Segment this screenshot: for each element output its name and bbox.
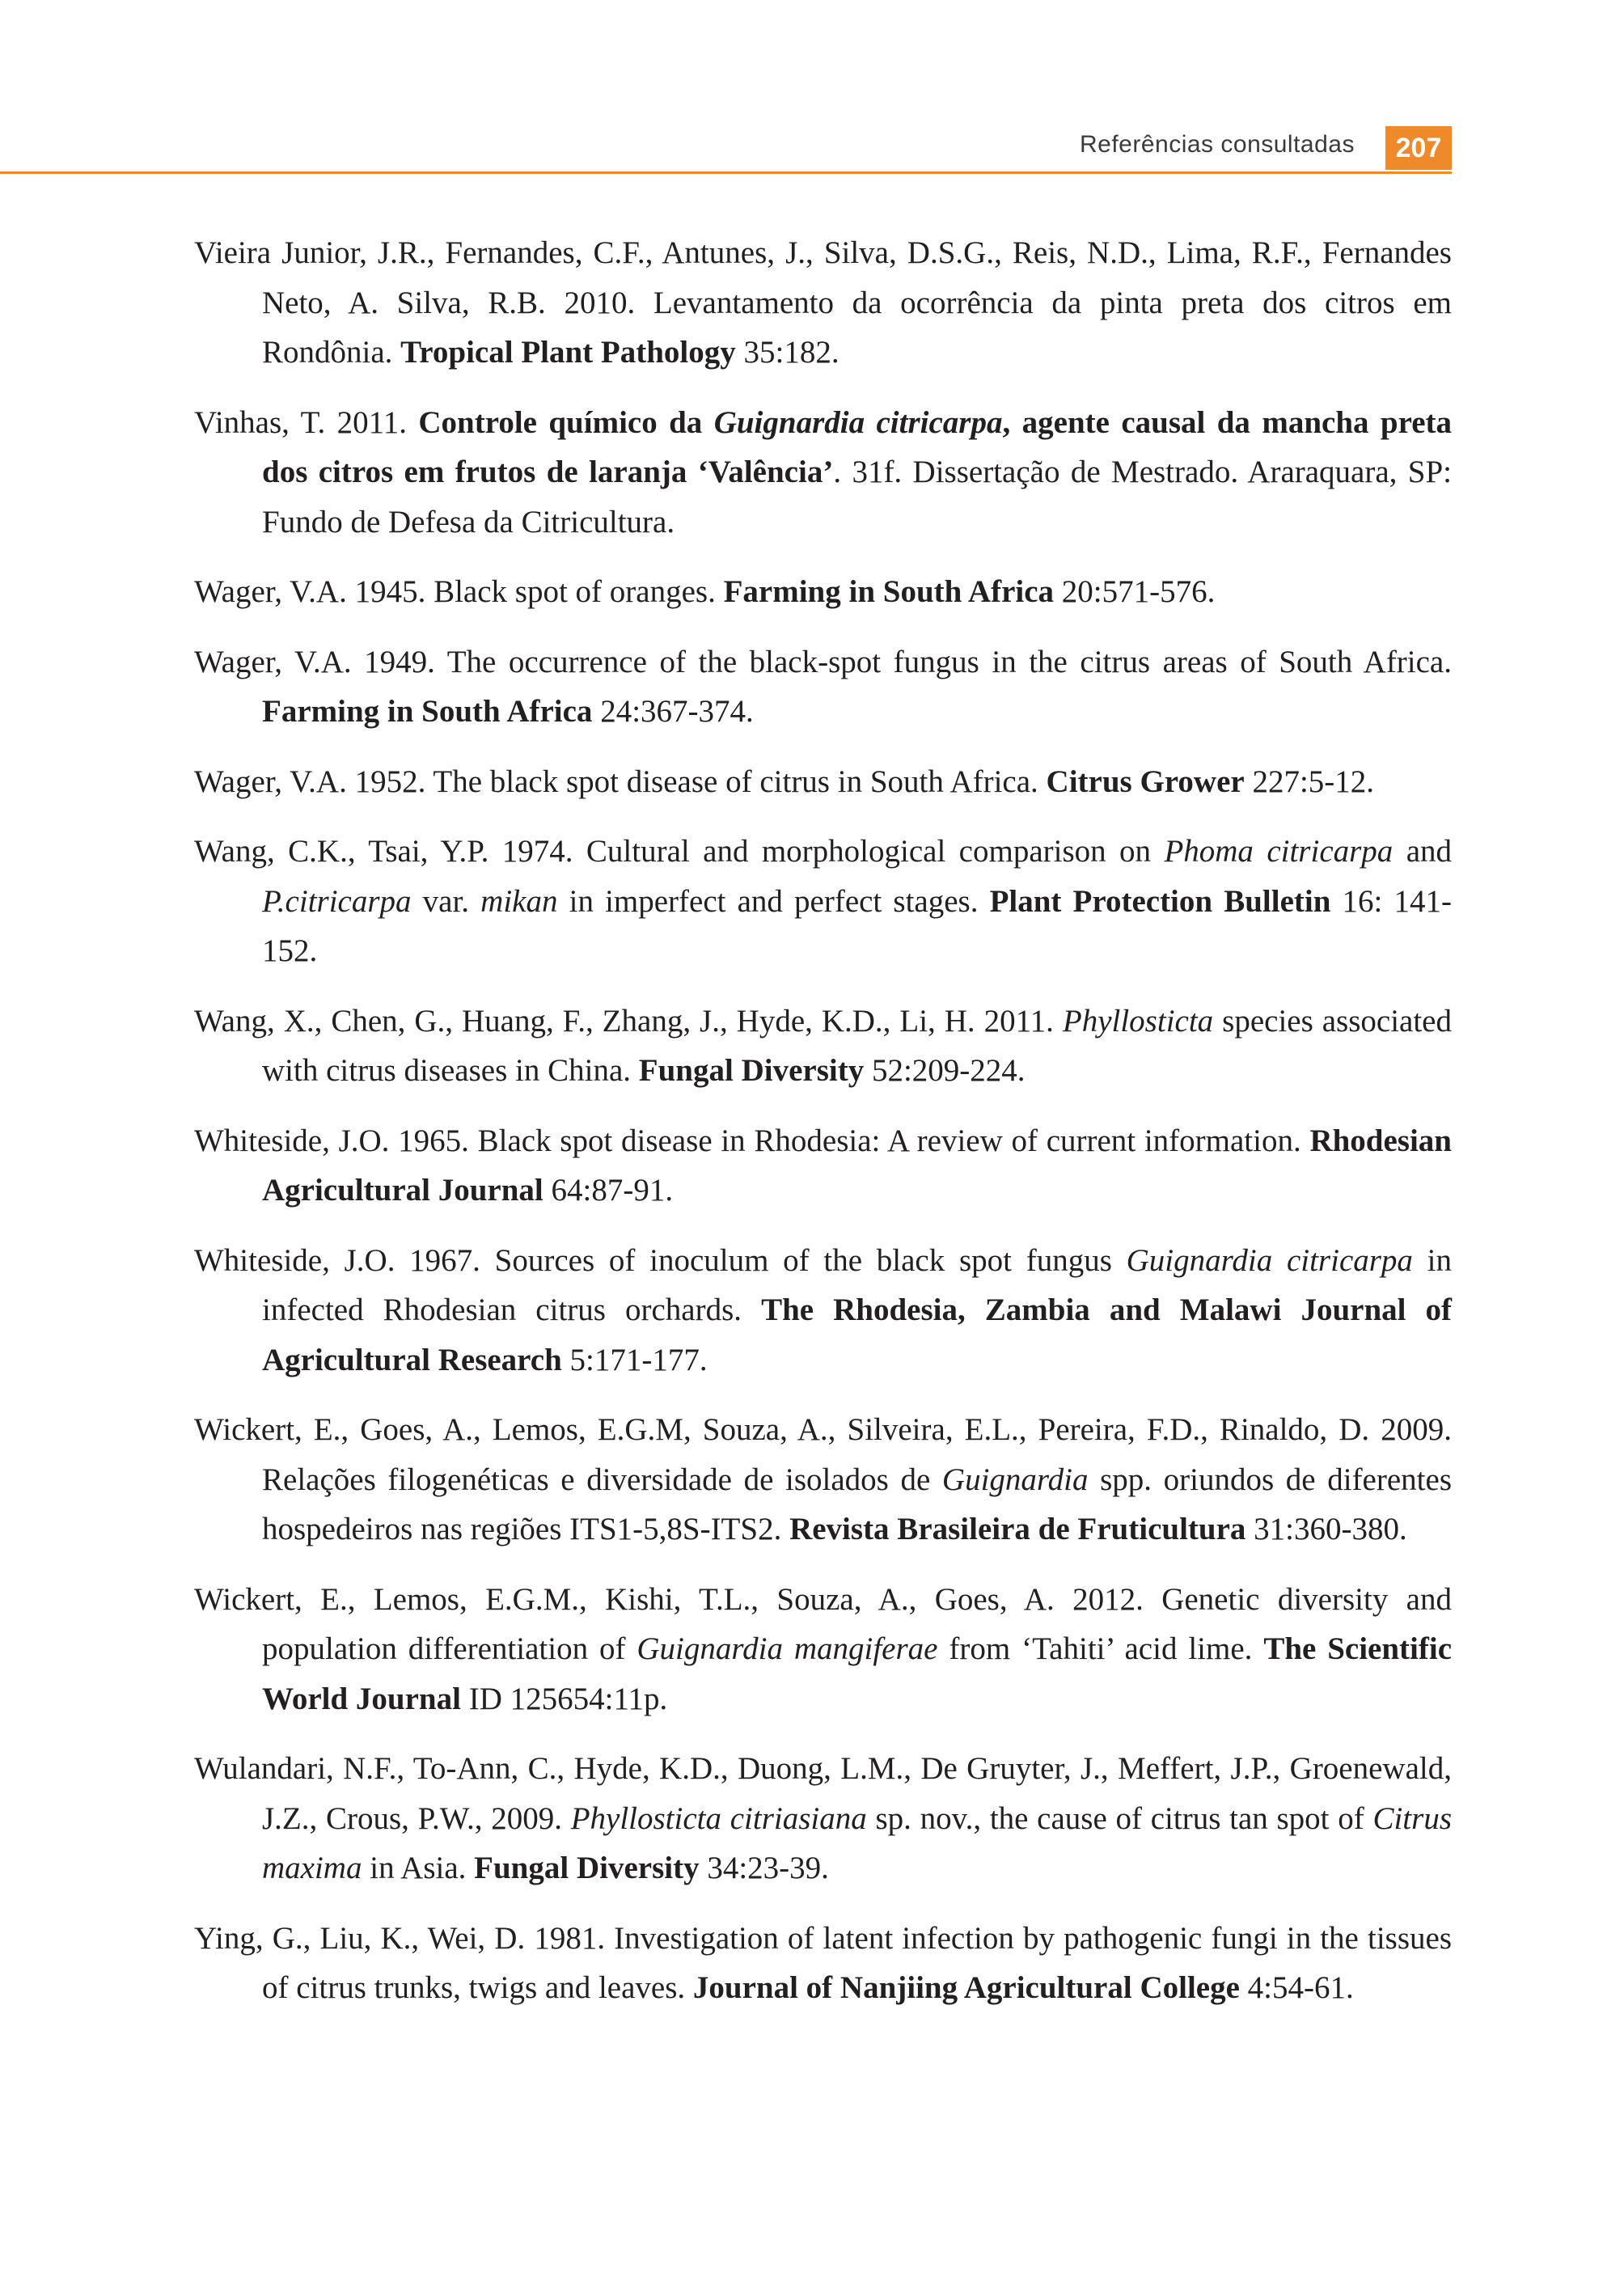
reference-entry xyxy=(194,827,1452,976)
reference-emphasis: Controle químico da xyxy=(418,404,714,440)
reference-emphasis: Rhodesian Agricultural Journal xyxy=(262,1123,1452,1208)
reference-emphasis: P.citricarpa xyxy=(262,883,412,919)
reference-list xyxy=(194,228,1452,2033)
reference-emphasis: Revista Brasileira de Fruticultura xyxy=(789,1512,1246,1546)
page-header xyxy=(0,126,1452,175)
reference-text: Wickert, E., Lemos, E.G.M., Kishi, T.L., Souza, A., Goes, A. 2012. Genetic diversity and population differentiation of xyxy=(194,1581,1452,1666)
page-number-badge: 207 xyxy=(1385,126,1452,170)
reference-text: from ‘Tahiti’ acid lime. xyxy=(937,1631,1264,1666)
reference-text: Wager, V.A. 1952. The black spot disease of citrus in South Africa. xyxy=(194,764,1047,799)
reference-emphasis: Guignardia citricarpa xyxy=(713,404,1003,440)
reference-emphasis: The Scientific World Journal xyxy=(262,1631,1453,1716)
reference-text: 20:571-576. xyxy=(1054,574,1216,609)
reference-entry xyxy=(194,1405,1452,1555)
running-header-title: Referências consultadas xyxy=(1079,131,1355,158)
reference-entry xyxy=(194,567,1452,617)
reference-emphasis: Phyllosticta xyxy=(1062,1003,1214,1039)
reference-text: Wulandari, N.F., To-Ann, C., Hyde, K.D., Duong, L.M., De Gruyter, J., Meffert, J.P., Groenewald, J.Z., Crous, P.W., 2009. xyxy=(194,1751,1452,1836)
reference-text: 16: 141-152. xyxy=(262,883,1452,968)
reference-text: Whiteside, J.O. 1967. Sources of inoculum of the black spot fungus xyxy=(194,1242,1127,1278)
reference-text: 52:209-224. xyxy=(864,1053,1026,1088)
reference-emphasis: Plant Protection Bulletin xyxy=(989,883,1331,919)
reference-text: 4:54-61. xyxy=(1239,1970,1354,2005)
reference-entry xyxy=(194,1744,1452,1893)
reference-text: Wang, X., Chen, G., Huang, F., Zhang, J., Hyde, K.D., Li, H. 2011. xyxy=(194,1003,1063,1039)
reference-emphasis: Journal of Nanjiing Agricultural College xyxy=(692,1970,1240,2005)
reference-text: sp. nov., the cause of citrus tan spot of xyxy=(866,1800,1373,1836)
reference-entry xyxy=(194,1575,1452,1724)
reference-emphasis: Guignardia xyxy=(941,1462,1089,1497)
reference-text: in imperfect and perfect stages. xyxy=(557,883,990,919)
reference-entry xyxy=(194,228,1452,378)
reference-text: . 31f. Dissertação de Mestrado. Araraquara, SP: Fundo de Defesa da Citricultura. xyxy=(262,455,1452,539)
reference-text: Wager, V.A. 1949. The occurrence of the black-spot fungus in the citrus areas of South Africa. xyxy=(194,644,1452,679)
reference-text: species associated with citrus diseases in China. xyxy=(262,1003,1452,1088)
reference-text: in Asia. xyxy=(362,1851,475,1885)
reference-emphasis: The Rhodesia, Zambia and Malawi Journal of Agricultural Research xyxy=(262,1292,1452,1377)
reference-text: in infected Rhodesian citrus orchards. xyxy=(262,1242,1453,1327)
reference-entry xyxy=(194,996,1452,1096)
reference-emphasis: Citrus maxima xyxy=(262,1800,1452,1885)
reference-entry xyxy=(194,1236,1452,1386)
reference-text: Wager, V.A. 1945. Black spot of oranges. xyxy=(194,574,724,609)
reference-text: 64:87-91. xyxy=(543,1173,674,1208)
reference-entry xyxy=(194,398,1452,548)
reference-text: 35:182. xyxy=(735,335,839,370)
reference-emphasis: Farming in South Africa xyxy=(723,574,1055,609)
reference-text: Vinhas, T. 2011. xyxy=(194,404,419,440)
reference-text: and xyxy=(1393,834,1453,869)
reference-text: spp. oriundos de diferentes hospedeiros nas regiões ITS1-5,8S-ITS2. xyxy=(262,1462,1452,1546)
reference-emphasis: Tropical Plant Pathology xyxy=(400,335,736,370)
reference-text: 31:360-380. xyxy=(1245,1512,1407,1546)
reference-emphasis: Citrus Grower xyxy=(1046,764,1245,799)
reference-emphasis: Phoma citricarpa xyxy=(1164,834,1394,869)
reference-entry xyxy=(194,757,1452,807)
reference-text: Ying, G., Liu, K., Wei, D. 1981. Investigation of latent infection by pathogenic fungi in the tissues of citrus trunks, twigs and leaves. xyxy=(194,1920,1452,2005)
reference-emphasis: , agente causal da mancha preta dos citros em frutos de laranja ‘Valência’ xyxy=(262,404,1452,489)
reference-entry xyxy=(194,637,1452,737)
reference-entry xyxy=(194,1116,1452,1216)
reference-emphasis: Fungal Diversity xyxy=(474,1851,700,1885)
reference-text: Whiteside, J.O. 1965. Black spot disease in Rhodesia: A review of current information. xyxy=(194,1123,1310,1158)
reference-emphasis: Farming in South Africa xyxy=(262,694,593,729)
reference-emphasis: Fungal Diversity xyxy=(638,1053,865,1088)
reference-emphasis: Phyllosticta citriasiana xyxy=(570,1800,867,1836)
reference-text: ID 125654:11p. xyxy=(460,1681,668,1716)
reference-text: 24:367-374. xyxy=(592,694,754,729)
reference-entry xyxy=(194,1914,1452,2013)
reference-text: 227:5-12. xyxy=(1244,764,1375,799)
header-divider xyxy=(0,171,1452,174)
reference-emphasis: Guignardia mangiferae xyxy=(636,1631,938,1666)
reference-text: Wang, C.K., Tsai, Y.P. 1974. Cultural and morphological comparison on xyxy=(194,834,1165,869)
reference-text: Wickert, E., Goes, A., Lemos, E.G.M, Souza, A., Silveira, E.L., Pereira, F.D., Rinaldo, D. 2009. Relações filogenéticas e diversidade de isolados de xyxy=(194,1412,1452,1497)
reference-emphasis: Guignardia citricarpa xyxy=(1126,1242,1413,1278)
reference-emphasis: mikan xyxy=(480,883,558,919)
reference-text: Vieira Junior, J.R., Fernandes, C.F., Antunes, J., Silva, D.S.G., Reis, N.D., Lima, R.F., Fernandes Neto, A. Silva, R.B. 2010. Levantamento da ocorrência da pinta preta dos citros em Rondônia. xyxy=(194,235,1452,370)
reference-text: 5:171-177. xyxy=(561,1342,708,1377)
reference-text: 34:23-39. xyxy=(699,1851,829,1885)
reference-text: var. xyxy=(411,883,481,919)
